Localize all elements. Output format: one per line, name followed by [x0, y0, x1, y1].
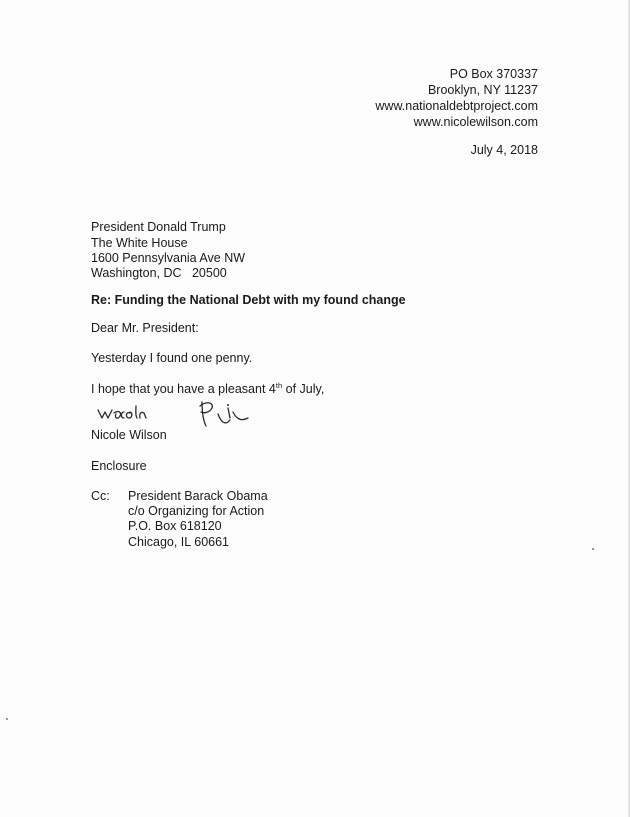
cc-line: c/o Organizing for Action	[128, 504, 265, 518]
recipient-city: Washington, DC 20500	[91, 266, 227, 280]
scan-speck	[592, 548, 594, 550]
body-paragraph-1: Yesterday I found one penny.	[91, 351, 253, 365]
scan-speck	[6, 718, 8, 720]
sender-website-1: www.nationaldebtproject.com	[375, 99, 538, 113]
sender-address-line1: PO Box 370337	[449, 67, 538, 81]
sender-website-2: www.nicolewilson.com	[413, 115, 538, 129]
subject-line: Re: Funding the National Debt with my found change	[91, 293, 406, 307]
cc-label: Cc:	[91, 489, 110, 503]
salutation: Dear Mr. President:	[91, 321, 199, 335]
closing-text-end: of July,	[282, 382, 325, 396]
signer-name: Nicole Wilson	[91, 428, 167, 442]
cc-line: Chicago, IL 60661	[128, 535, 230, 549]
closing-text: I hope that you have a pleasant 4	[91, 382, 276, 396]
closing-line	[91, 381, 324, 397]
closing-ordinal: th	[275, 381, 283, 390]
recipient-street: 1600 Pennsylvania Ave NW	[91, 251, 246, 265]
cc-line: P.O. Box 618120	[128, 519, 222, 533]
cc-line: President Barack Obama	[128, 489, 268, 503]
enclosure-note: Enclosure	[91, 459, 147, 473]
sender-address-line2: Brooklyn, NY 11237	[427, 83, 538, 97]
letter-date: July 4, 2018	[470, 143, 538, 157]
recipient-org: The White House	[91, 236, 188, 250]
recipient-name: President Donald Trump	[91, 220, 226, 234]
